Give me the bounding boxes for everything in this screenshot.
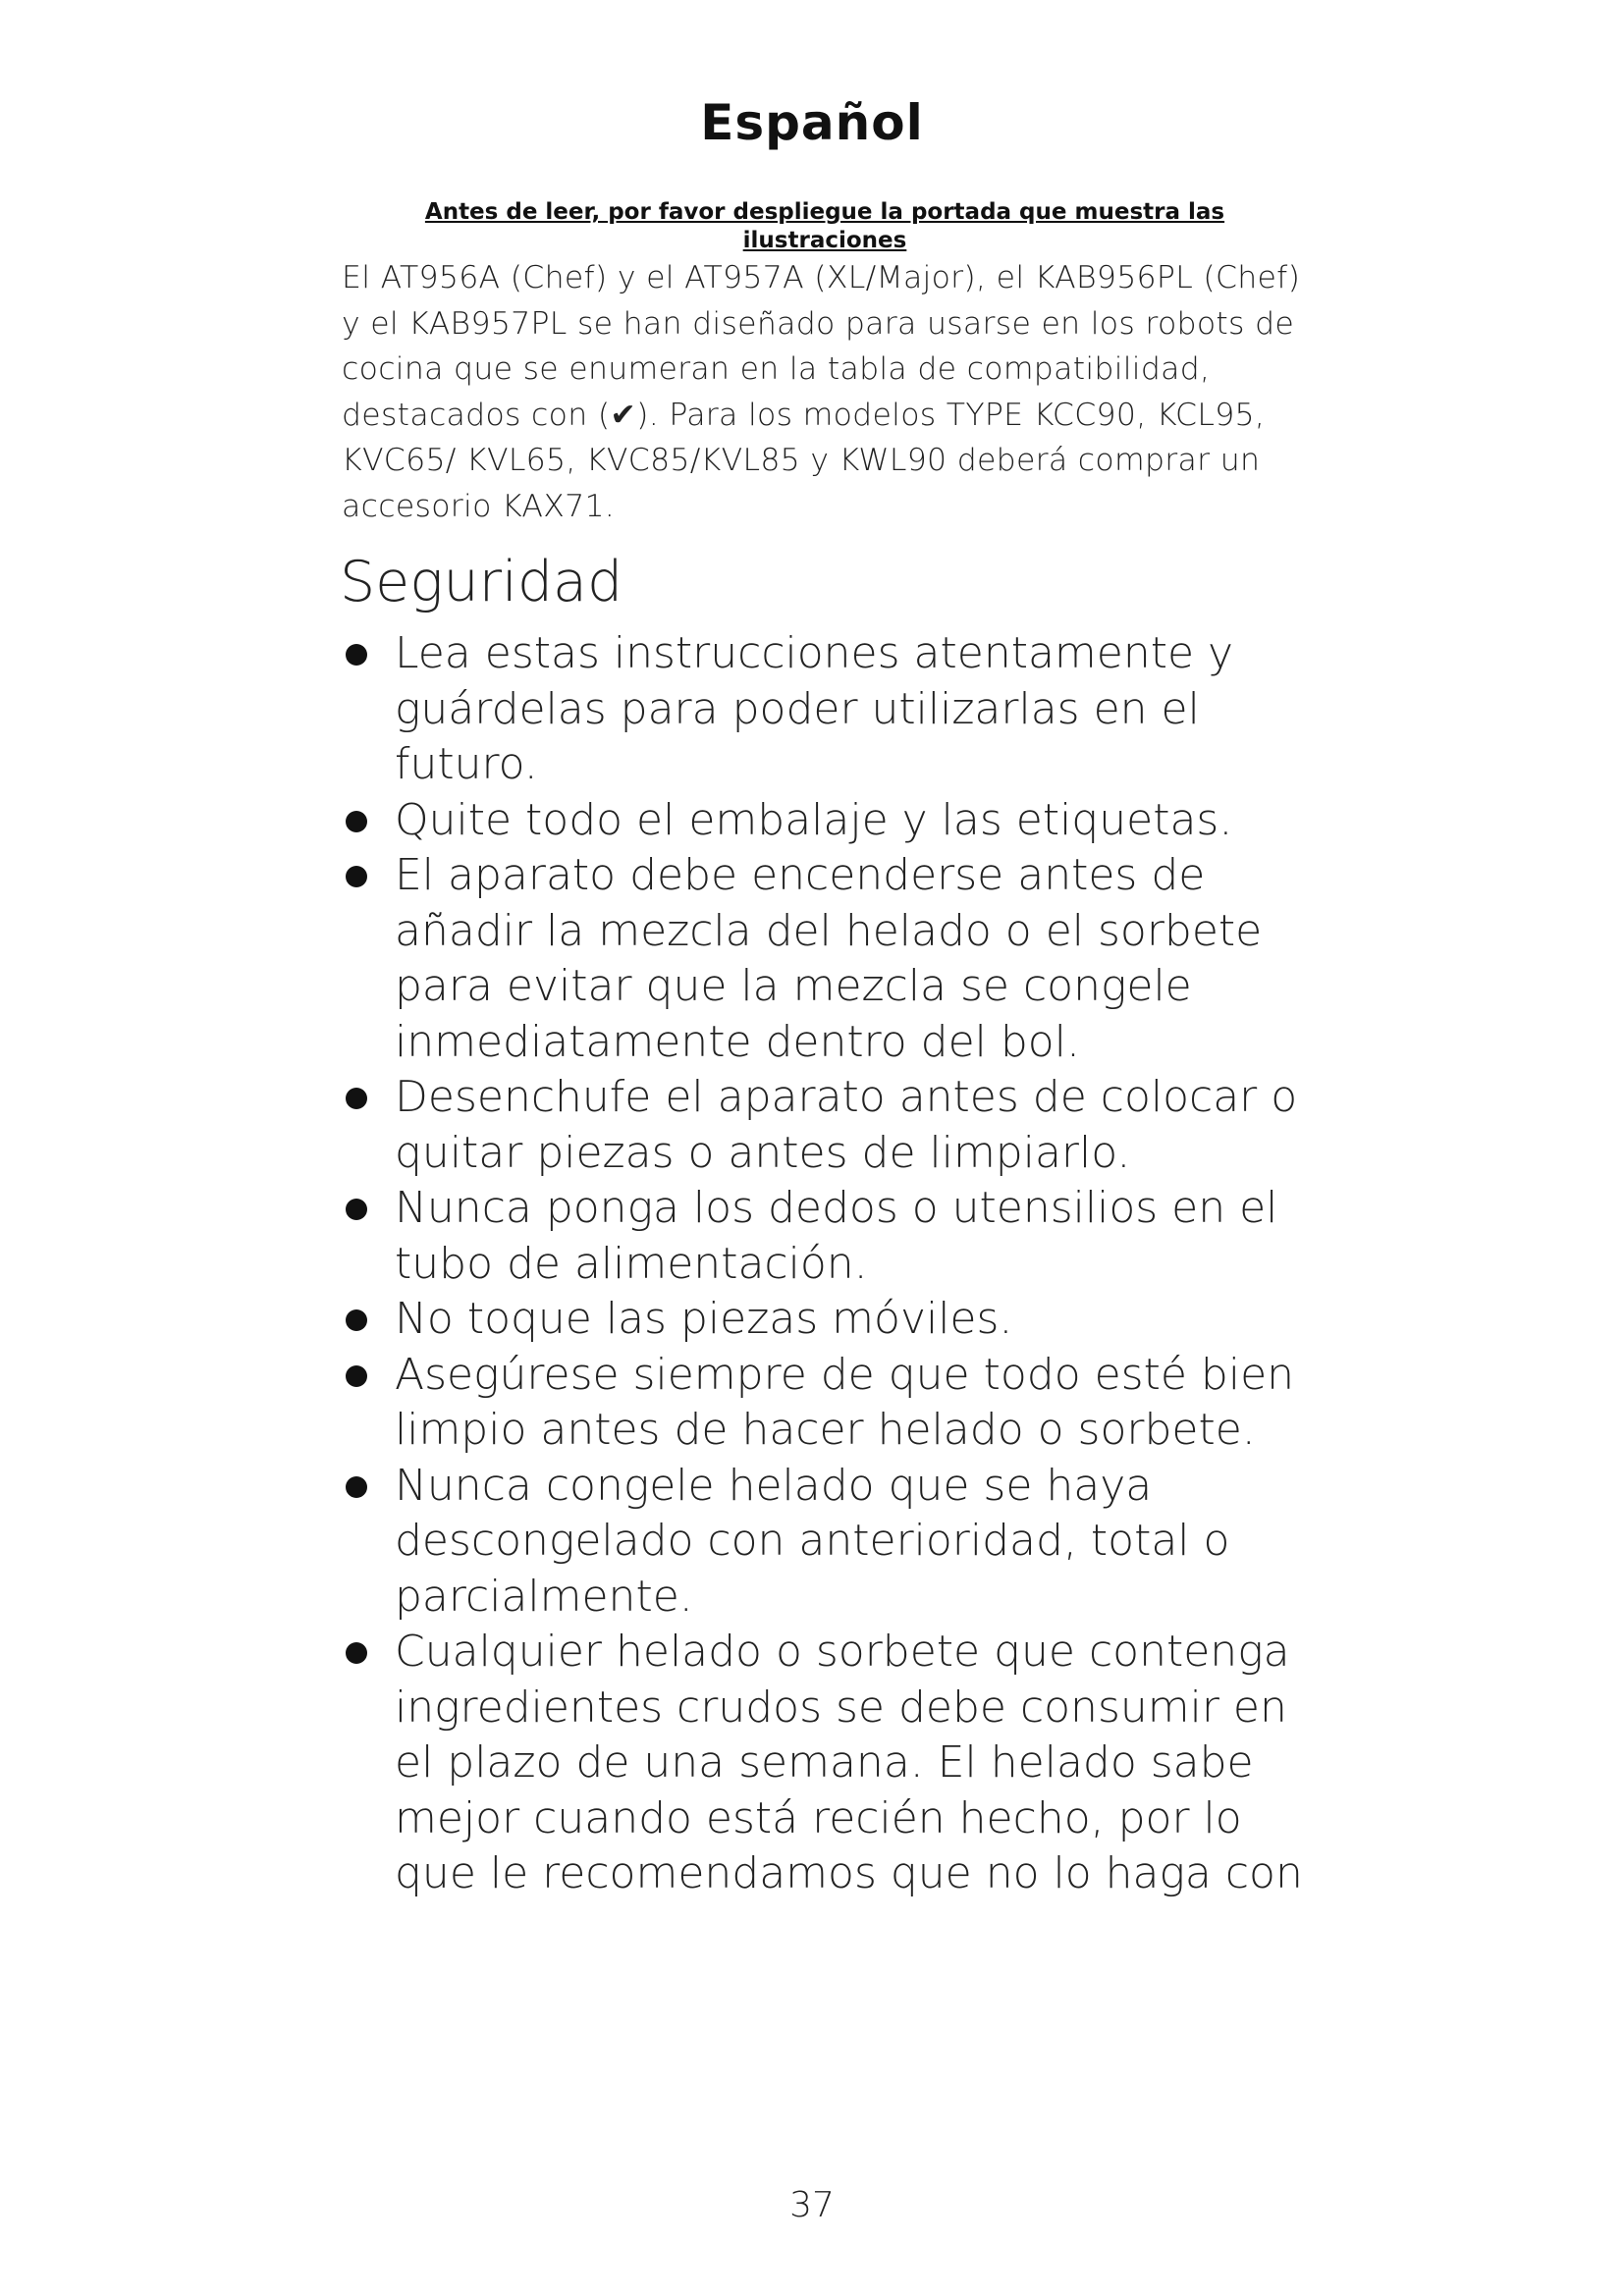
list-item-text: Desenchufe el aparato antes de colocar o quitar piezas o antes de limpiarlo.: [395, 1072, 1298, 1178]
section-heading: Seguridad: [340, 550, 623, 614]
list-item-text: Asegúrese siempre de que todo esté bien limpio antes de hacer helado o sorbete.: [395, 1349, 1295, 1455]
list-item: [340, 1625, 1322, 1902]
list-item: [340, 1181, 1322, 1292]
list-item: [340, 1459, 1322, 1626]
list-item-text: No toque las piezas móviles.: [395, 1294, 1013, 1344]
list-item: [340, 626, 1322, 793]
bullet-icon: [346, 1088, 367, 1109]
bullet-icon: [346, 811, 367, 832]
subtitle-note: Antes de leer, por favor despliegue la portada que muestra las ilustraciones: [424, 199, 1225, 253]
list-item-text: Cualquier helado o sorbete que contenga ingredientes crudos se debe consumir en el plazo de una semana. El helado sabe mejor cuando está recién hecho, por lo que le recomendamos que no lo haga con: [395, 1627, 1303, 1898]
page-number: 37: [789, 2185, 835, 2225]
list-item-text: Quite todo el embalaje y las etiquetas.: [395, 794, 1233, 845]
list-item: [340, 1070, 1322, 1181]
list-item-text: Lea estas instrucciones atentamente y guárdelas para poder utilizarlas en el futuro.: [395, 628, 1234, 789]
bullet-icon: [346, 1199, 367, 1220]
intro-paragraph: El AT956A (Chef) y el AT957A (XL/Major), el KAB956PL (Chef) y el KAB957PL se han diseñado para usarse en los robots de cocina que se enumeran en la tabla de compatibilidad, destacados con (✔). Para los modelos TYPE KCC90, KCL95, KVC65/ KVL65, KVC85/KVL85 y KWL90 deberá comprar un accesorio KAX71.: [342, 260, 1301, 524]
list-item-text: Nunca ponga los dedos o utensilios en el tubo de alimentación.: [395, 1183, 1278, 1289]
list-item: [340, 1348, 1322, 1459]
bullet-icon: [346, 1365, 367, 1387]
page-title: Español: [700, 94, 924, 151]
bullet-icon: [346, 866, 367, 887]
safety-list: [340, 626, 1322, 1902]
bullet-icon: [346, 644, 367, 666]
bullet-icon: [346, 1642, 367, 1664]
list-item-text: Nunca congele helado que se haya descongelado con anterioridad, total o parcialmente.: [395, 1460, 1230, 1622]
list-item: [340, 1292, 1322, 1348]
list-item: [340, 793, 1322, 849]
bullet-icon: [346, 1309, 367, 1331]
list-item: [340, 848, 1322, 1070]
list-item-text: El aparato debe encenderse antes de añadir la mezcla del helado o el sorbete para evitar que la mezcla se congele inmediatamente dentro del bol.: [395, 850, 1263, 1067]
bullet-icon: [346, 1476, 367, 1498]
